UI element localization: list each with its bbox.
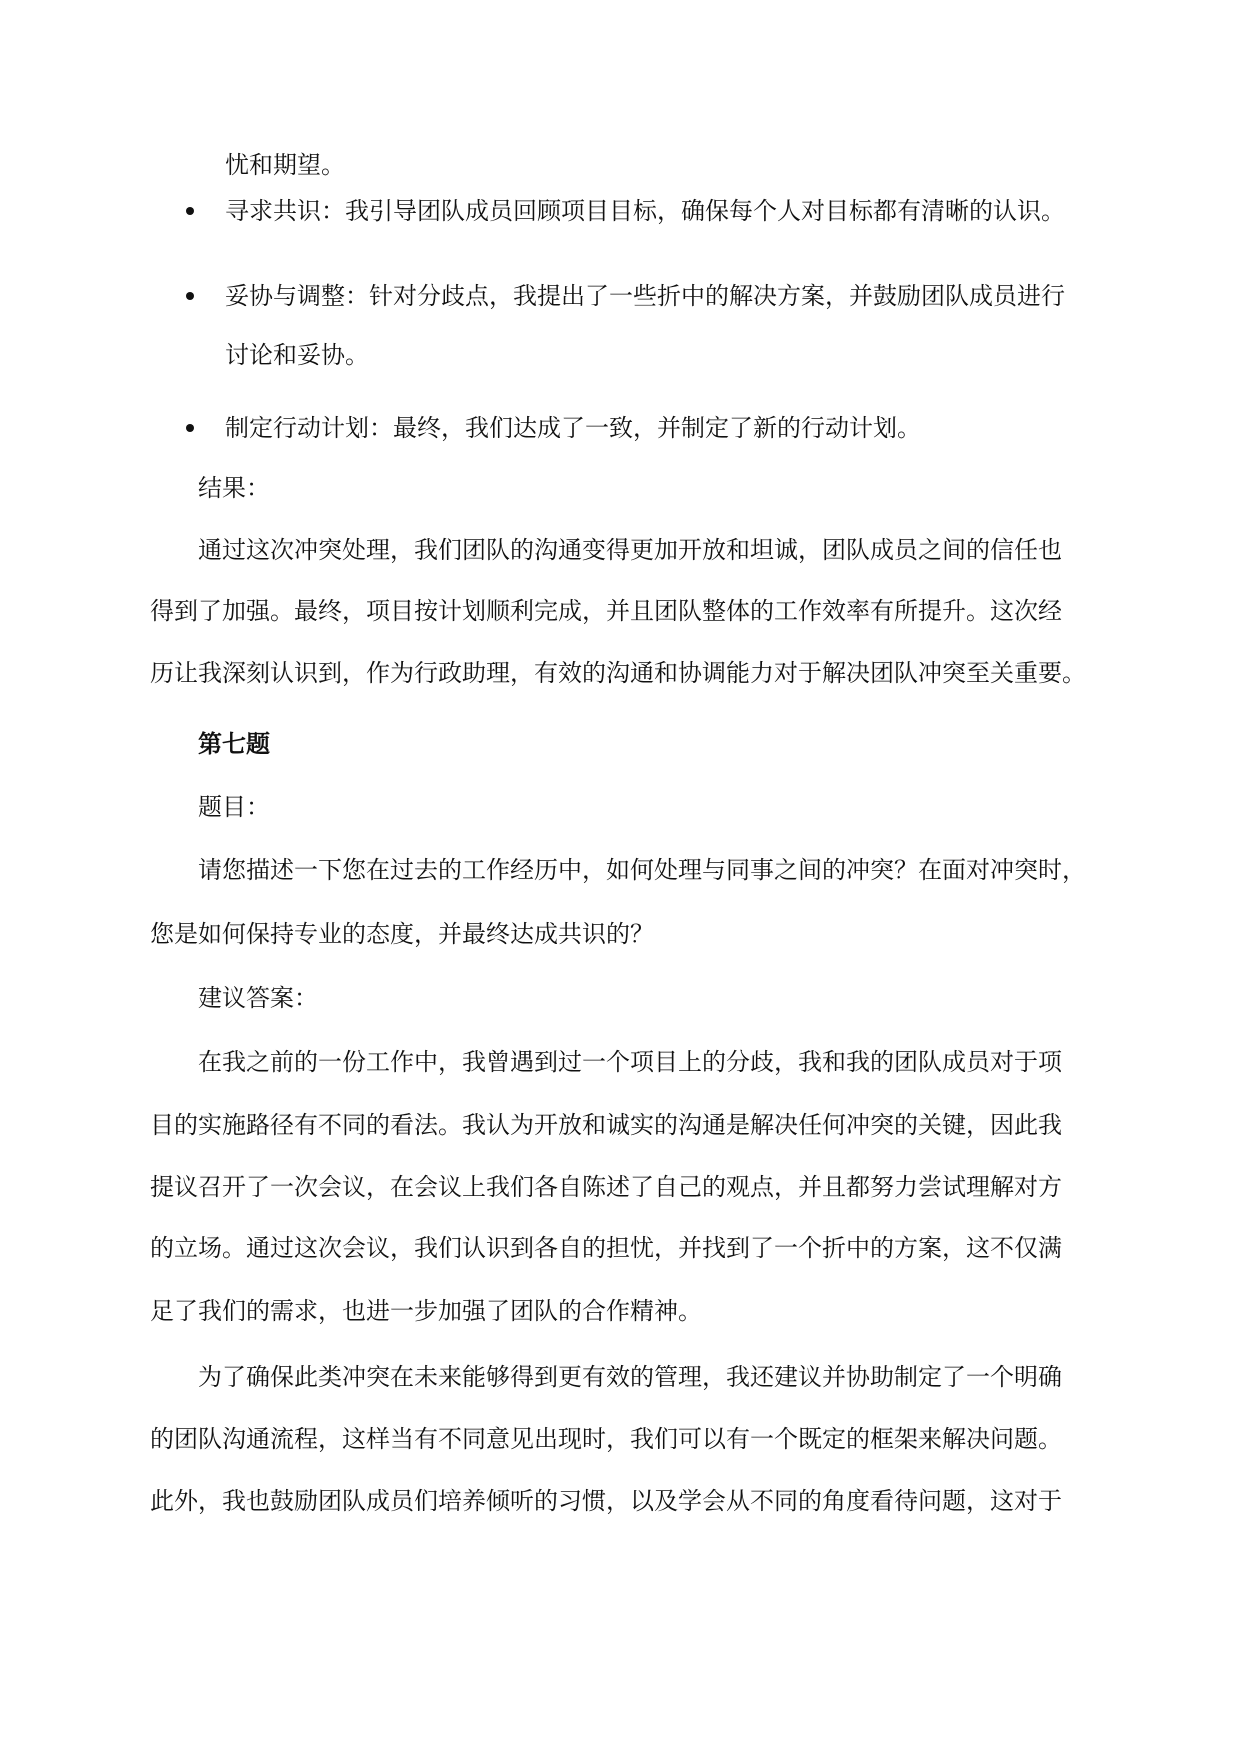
question-line: 您是如何保持专业的态度，并最终达成共识的？ — [150, 920, 654, 948]
question-line: 请您描述一下您在过去的工作经历中，如何处理与同事之间的冲突？在面对冲突时， — [198, 856, 1086, 884]
answer-paragraph-line: 此外，我也鼓励团队成员们培养倾听的习惯，以及学会从不同的角度看待问题，这对于 — [150, 1487, 1062, 1515]
bullet-item-action-plan: 制定行动计划：最终，我们达成了一致，并制定了新的行动计划。 — [225, 414, 921, 442]
section-title: 第七题 — [198, 729, 270, 758]
continuation-line: 忧和期望。 — [225, 151, 345, 179]
answer-label: 建议答案： — [198, 984, 318, 1012]
answer-paragraph-line: 的立场。通过这次会议，我们认识到各自的担忧，并找到了一个折中的方案，这不仅满 — [150, 1234, 1062, 1262]
bullet-item-consensus: 寻求共识：我引导团队成员回顾项目目标，确保每个人对目标都有清晰的认识。 — [225, 197, 1065, 225]
answer-paragraph-line: 在我之前的一份工作中，我曾遇到过一个项目上的分歧，我和我的团队成员对于项 — [198, 1048, 1062, 1076]
bullet-dot-icon — [186, 207, 194, 215]
bullet-item-compromise-cont: 讨论和妥协。 — [225, 341, 369, 369]
result-line: 通过这次冲突处理，我们团队的沟通变得更加开放和坦诚，团队成员之间的信任也 — [198, 536, 1062, 564]
answer-paragraph-line: 提议召开了一次会议，在会议上我们各自陈述了自己的观点，并且都努力尝试理解对方 — [150, 1173, 1062, 1201]
result-line: 历让我深刻认识到，作为行政助理，有效的沟通和协调能力对于解决团队冲突至关重要。 — [150, 659, 1086, 687]
answer-paragraph-line: 目的实施路径有不同的看法。我认为开放和诚实的沟通是解决任何冲突的关键，因此我 — [150, 1111, 1062, 1139]
bullet-dot-icon — [186, 424, 194, 432]
question-label: 题目： — [198, 793, 270, 821]
result-line: 得到了加强。最终，项目按计划顺利完成，并且团队整体的工作效率有所提升。这次经 — [150, 597, 1062, 625]
bullet-dot-icon — [186, 292, 194, 300]
result-label: 结果： — [198, 474, 270, 502]
answer-paragraph-line: 为了确保此类冲突在未来能够得到更有效的管理，我还建议并协助制定了一个明确 — [198, 1363, 1062, 1391]
answer-paragraph-line: 足了我们的需求，也进一步加强了团队的合作精神。 — [150, 1297, 702, 1325]
bullet-item-compromise: 妥协与调整：针对分歧点，我提出了一些折中的解决方案，并鼓励团队成员进行 — [225, 282, 1065, 310]
answer-paragraph-line: 的团队沟通流程，这样当有不同意见出现时，我们可以有一个既定的框架来解决问题。 — [150, 1425, 1062, 1453]
